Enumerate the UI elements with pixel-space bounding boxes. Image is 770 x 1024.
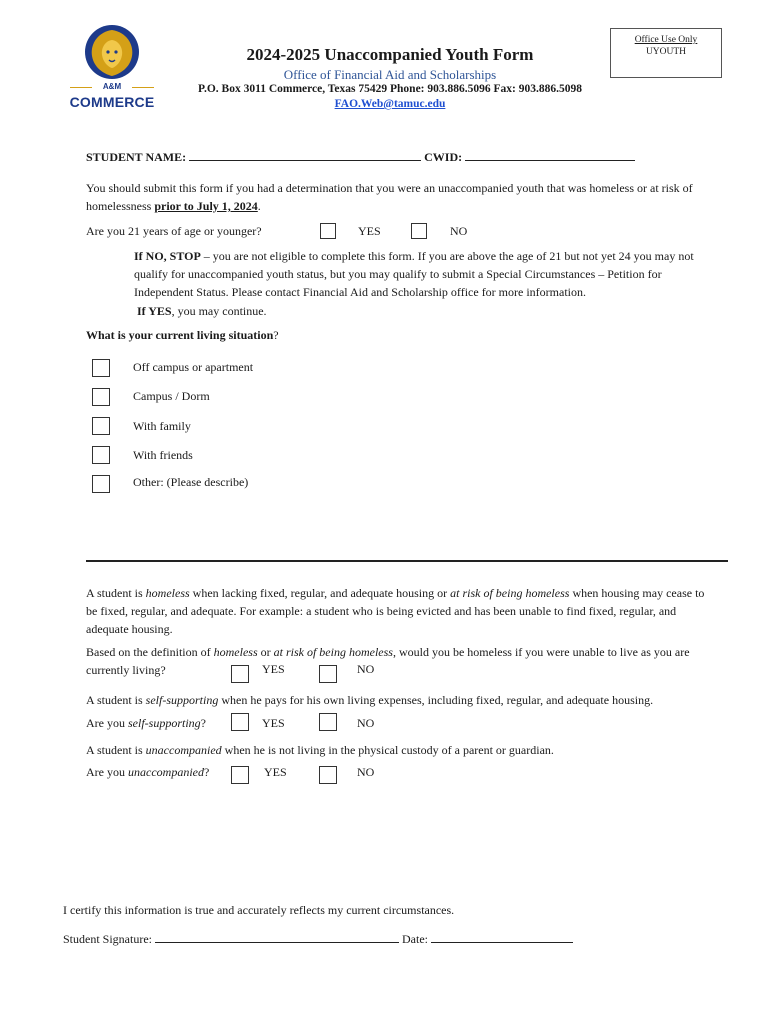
unacc-def-text-a: A student is xyxy=(86,743,146,757)
office-address: P.O. Box 3011 Commerce, Texas 75429 Phone: 903.886.5096 Fax: 903.886.5098 xyxy=(198,83,582,95)
self-term: self-supporting xyxy=(145,693,219,707)
q1-text-c: , would you be homeless if you were unable to live as you are xyxy=(392,645,690,659)
age-yes-checkbox[interactable] xyxy=(320,223,336,239)
age-no-label: NO xyxy=(450,224,468,238)
signature-label: Student Signature: xyxy=(63,932,152,946)
self-def-text-a: A student is xyxy=(86,693,146,707)
age-instructions xyxy=(134,247,734,320)
living-option-checkbox-other[interactable] xyxy=(92,475,110,493)
self-def-text-b: when he pays for his own living expenses, including fixed, regular, and adequate housing. xyxy=(218,693,654,707)
date-field[interactable] xyxy=(431,932,573,943)
self-supporting-yes-checkbox[interactable] xyxy=(231,713,249,731)
intro-paragraph xyxy=(86,179,736,215)
living-option-checkbox-friends[interactable] xyxy=(92,446,110,464)
if-no-line-2: qualify for unaccompanied youth status, but you may qualify to submit a Special Circumstances – Petition for xyxy=(134,267,662,281)
living-option-other: Other: (Please describe) xyxy=(133,475,249,489)
if-no-text-1: – you are not eligible to complete this form. If you are above the age of 21 but not yet 24 you may not xyxy=(200,249,694,263)
self-supporting-yes-label: YES xyxy=(262,716,285,730)
q2-text-a: Are you xyxy=(86,716,128,730)
homeless-def-line-2: be fixed, regular, and adequate. For example: a student who is being evicted and has been unable to find fixed, regular, and xyxy=(86,604,677,618)
if-no-line-1 xyxy=(134,247,734,265)
certification-statement: I certify this information is true and accurately reflects my current circumstances. xyxy=(63,903,455,917)
q1-term-homeless: homeless xyxy=(213,645,258,659)
intro-line-2 xyxy=(86,197,736,215)
homeless-definition xyxy=(86,584,738,638)
student-name-label: STUDENT NAME: xyxy=(86,150,187,164)
university-logo xyxy=(68,22,156,114)
unaccompanied-yes-label: YES xyxy=(264,765,287,779)
unaccompanied-yes-checkbox[interactable] xyxy=(231,766,249,784)
age-question: Are you 21 years of age or younger? xyxy=(86,224,262,238)
q1-term-at-risk: at risk of being homeless xyxy=(273,645,393,659)
self-supporting-definition xyxy=(86,691,653,709)
q1-text-a: Based on the definition of xyxy=(86,645,214,659)
unacc-def-text-b: when he is not living in the physical custody of a parent or guardian. xyxy=(221,743,554,757)
unaccompanied-question xyxy=(86,763,209,781)
office-email-link[interactable]: FAO.Web@tamuc.edu xyxy=(334,98,446,110)
self-supporting-question xyxy=(86,714,206,732)
living-option-off-campus: Off campus or apartment xyxy=(133,360,254,374)
unacc-term: unaccompanied xyxy=(145,743,222,757)
intro-deadline: prior to July 1, 2024 xyxy=(154,199,258,213)
homeless-def-line-1 xyxy=(86,584,738,602)
q2-term: self-supporting xyxy=(128,716,201,730)
lion-icon xyxy=(68,22,156,82)
office-use-box xyxy=(610,28,722,78)
homeless-no-checkbox[interactable] xyxy=(319,665,337,683)
homeless-question xyxy=(86,643,738,679)
office-use-code: UYOUTH xyxy=(645,47,687,57)
if-yes-line xyxy=(134,302,734,320)
section-divider xyxy=(86,560,728,562)
homeless-def-text-a: A student is xyxy=(86,586,146,600)
living-option-checkbox-family[interactable] xyxy=(92,417,110,435)
self-supporting-no-checkbox[interactable] xyxy=(319,713,337,731)
form-title: 2024-2025 Unaccompanied Youth Form xyxy=(246,45,534,64)
cwid-field[interactable] xyxy=(465,150,635,161)
living-question-text: What is your current living situation xyxy=(86,328,274,342)
homeless-yes-label: YES xyxy=(262,662,285,676)
homeless-question-line-1 xyxy=(86,643,738,661)
intro-text: homelessness xyxy=(86,199,152,213)
signature-row xyxy=(63,930,573,948)
cwid-label: CWID: xyxy=(424,150,463,164)
homeless-def-text-b: when lacking fixed, regular, and adequate housing or xyxy=(189,586,451,600)
living-question xyxy=(86,326,279,344)
q2-text-b: ? xyxy=(200,716,206,730)
logo-am-text: A&M xyxy=(102,82,122,91)
living-option-checkbox-dorm[interactable] xyxy=(92,388,110,406)
homeless-def-line-3: adequate housing. xyxy=(86,622,173,636)
q3-text-b: ? xyxy=(203,765,210,779)
unaccompanied-definition xyxy=(86,741,554,759)
if-yes-text: , you may continue. xyxy=(171,304,267,318)
office-use-label: Office Use Only xyxy=(634,35,698,45)
office-subtitle: Office of Financial Aid and Scholarships xyxy=(283,67,497,82)
q3-term: unaccompanied xyxy=(128,765,204,779)
q1-text-b: or xyxy=(257,645,274,659)
homeless-question-line-2: currently living? xyxy=(86,663,166,677)
if-yes-bold: If YES xyxy=(137,304,172,318)
age-yes-label: YES xyxy=(358,224,381,238)
student-info-row xyxy=(86,148,635,166)
signature-field[interactable] xyxy=(155,932,399,943)
logo-commerce-text: COMMERCE xyxy=(69,94,155,110)
student-name-field[interactable] xyxy=(189,150,421,161)
self-supporting-no-label: NO xyxy=(357,716,375,730)
if-no-stop: If NO, STOP xyxy=(134,249,201,263)
unaccompanied-no-checkbox[interactable] xyxy=(319,766,337,784)
homeless-no-label: NO xyxy=(357,662,375,676)
homeless-term: homeless xyxy=(145,586,190,600)
if-no-line-3: Independent Status. Please contact Financial Aid and Scholarship office for more information. xyxy=(134,285,586,299)
living-option-friends: With friends xyxy=(133,448,193,462)
at-risk-term: at risk of being homeless xyxy=(450,586,570,600)
unaccompanied-no-label: NO xyxy=(357,765,375,779)
date-label: Date: xyxy=(402,932,428,946)
age-no-checkbox[interactable] xyxy=(411,223,427,239)
intro-line-1: You should submit this form if you had a determination that you were an unaccompanied youth that was homeless or at risk of xyxy=(86,181,693,195)
homeless-yes-checkbox[interactable] xyxy=(231,665,249,683)
q3-text-a: Are you xyxy=(86,765,128,779)
living-option-family: With family xyxy=(133,419,191,433)
living-option-checkbox-off-campus[interactable] xyxy=(92,359,110,377)
homeless-def-text-c: when housing may cease to xyxy=(569,586,705,600)
living-question-mark: ? xyxy=(273,328,279,342)
living-option-dorm: Campus / Dorm xyxy=(133,389,210,403)
intro-period: . xyxy=(257,199,261,213)
